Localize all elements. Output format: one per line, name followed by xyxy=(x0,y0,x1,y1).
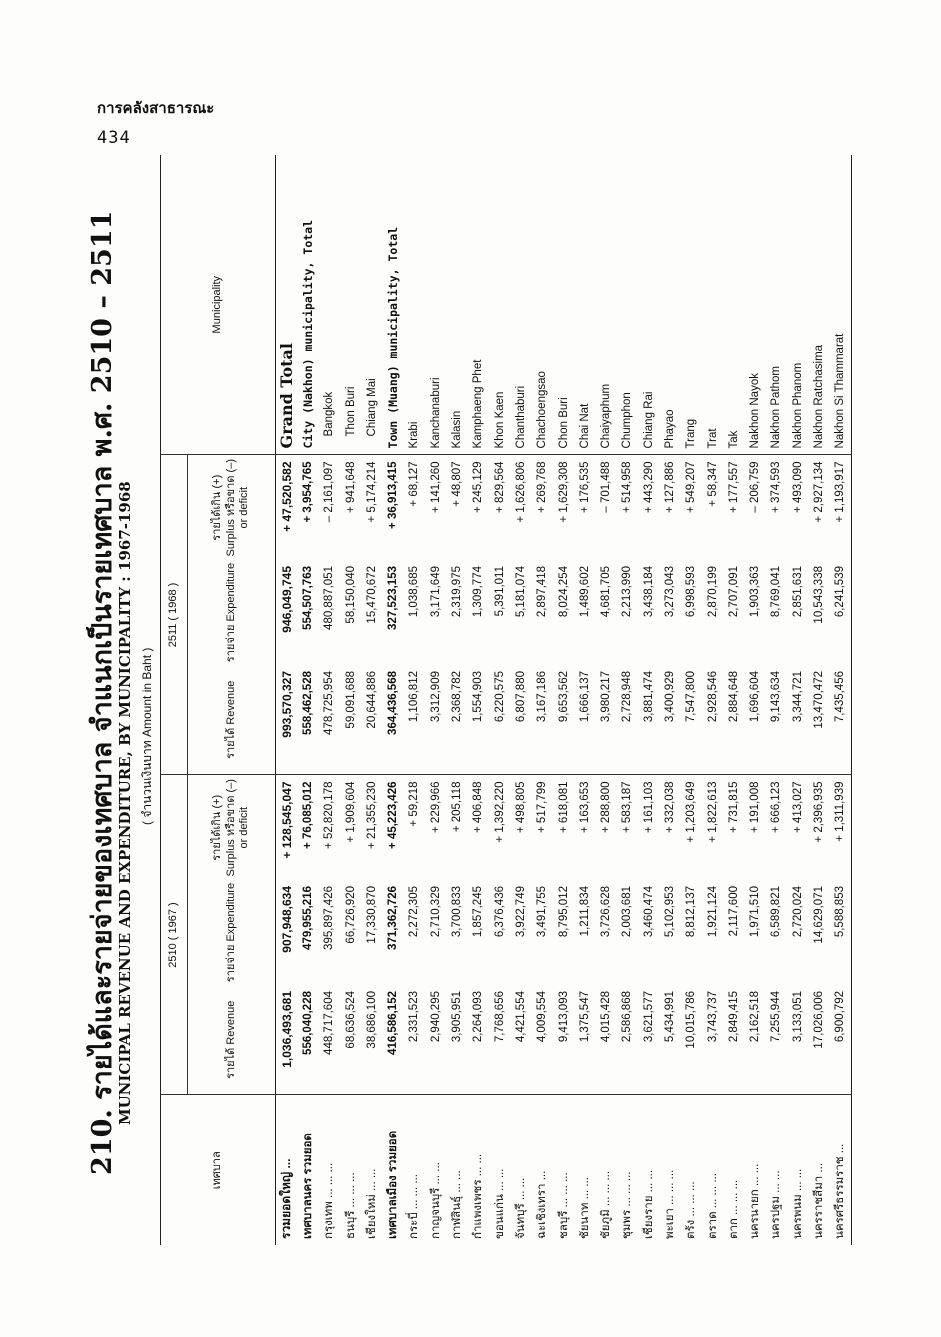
cell-thai-name: กระบี่ ... ... ... xyxy=(404,1095,425,1245)
cell-surplus-1968: + 514,958 xyxy=(617,455,638,560)
cell-english-name: Nakhon Nayok xyxy=(749,373,762,449)
cell-expenditure-1967: 1,921,124 xyxy=(706,886,719,938)
cell-english-name: Chumphon xyxy=(621,392,634,449)
cell-revenue-1968: 20,644,886 xyxy=(365,671,378,729)
cell-expenditure-1968: 2,897,418 xyxy=(536,566,549,618)
cell-english-name: Phayao xyxy=(663,409,676,449)
cell-revenue-1968: 364,436,568 xyxy=(387,671,400,735)
cell-thai-name: เชียงใหม่ ... ... xyxy=(361,1095,382,1245)
table-row xyxy=(340,155,361,1245)
cell-english-name: Trang xyxy=(685,418,698,449)
cell-revenue-1967: 1,375,547 xyxy=(578,991,591,1043)
cell-expenditure-1967: 395,897,426 xyxy=(323,886,336,950)
cell-surplus-1968: + 374,593 xyxy=(766,455,787,560)
cell-surplus-1968: + 127,886 xyxy=(659,455,680,560)
cell-surplus-1968: – 206,759 xyxy=(745,455,766,560)
cell-english-name: Nakhon Phanom xyxy=(791,362,804,449)
cell-expenditure-1968: 4,681,705 xyxy=(600,566,613,618)
cell-surplus-1968: – 701,488 xyxy=(595,455,616,560)
header-revenue-1967: รายได้ Revenue xyxy=(224,1000,237,1079)
cell-surplus-1967: + 1,311,939 xyxy=(830,775,852,880)
cell-revenue-1968: 3,312,909 xyxy=(429,671,442,723)
cell-expenditure-1967: 14,629,071 xyxy=(813,886,826,944)
running-header: การคลังสาธารณะ xyxy=(97,99,215,117)
cell-expenditure-1967: 3,460,474 xyxy=(642,886,655,938)
cell-revenue-1967: 4,015,428 xyxy=(600,991,613,1043)
cell-english-name: Kalasin xyxy=(451,410,464,449)
cell-surplus-1968: + 3,954,765 xyxy=(297,455,318,560)
cell-thai-name: นครราชสีมา ... xyxy=(808,1095,829,1245)
cell-surplus-1967: + 161,103 xyxy=(638,775,659,880)
cell-surplus-1968: + 1,626,806 xyxy=(510,455,531,560)
cell-expenditure-1968: 1,489,602 xyxy=(578,566,591,618)
cell-english-name: Town (Muang) municipality, Total xyxy=(386,226,401,449)
cell-thai-name: กรุงเทพ ... ... ... xyxy=(319,1095,340,1245)
cell-expenditure-1967: 3,922,749 xyxy=(514,886,527,938)
cell-revenue-1967: 416,586,152 xyxy=(387,991,400,1055)
cell-surplus-1967: + 21,355,230 xyxy=(361,775,382,880)
cell-surplus-1967: + 288,800 xyxy=(595,775,616,880)
cell-revenue-1968: 6,220,575 xyxy=(493,671,506,723)
cell-revenue-1968: 13,470,472 xyxy=(813,671,826,729)
cell-expenditure-1968: 2,851,631 xyxy=(791,566,804,618)
table-row xyxy=(510,155,531,1245)
cell-surplus-1968: + 58,347 xyxy=(702,455,723,560)
cell-revenue-1968: 2,884,648 xyxy=(727,671,740,723)
cell-revenue-1968: 2,928,546 xyxy=(706,671,719,723)
cell-surplus-1967: + 191,008 xyxy=(745,775,766,880)
cell-thai-name: ฉะเชิงเทรา ... xyxy=(532,1095,553,1245)
cell-thai-name: นครปฐม ... ... xyxy=(766,1095,787,1245)
cell-english-name: Chon Buri xyxy=(557,397,570,449)
cell-expenditure-1968: 6,241,539 xyxy=(830,560,852,665)
header-surplus-1967: รายได้เกิน (+) Surplus หรือขาด (–) or deficit xyxy=(188,775,276,880)
cell-expenditure-1968: 15,470,672 xyxy=(365,566,378,624)
cell-surplus-1967: + 1,203,649 xyxy=(681,775,702,880)
cell-surplus-1967: + 229,966 xyxy=(425,775,446,880)
cell-expenditure-1968: 3,171,649 xyxy=(429,566,442,618)
table-row xyxy=(382,155,403,1245)
cell-surplus-1968: + 269,768 xyxy=(532,455,553,560)
cell-english-name: Thon Buri xyxy=(344,386,357,437)
cell-surplus-1968: + 177,557 xyxy=(723,455,744,560)
cell-surplus-1968: + 1,193,917 xyxy=(830,455,852,560)
cell-thai-name: ชลบุรี ... ... ... xyxy=(553,1095,574,1245)
cell-surplus-1968: + 245,129 xyxy=(468,455,489,560)
page-number: 434 xyxy=(97,128,131,148)
cell-revenue-1968: 3,980,217 xyxy=(600,671,613,723)
table-row xyxy=(297,155,318,1245)
cell-expenditure-1967: 1,211,834 xyxy=(578,886,591,937)
cell-thai-name: พะเยา ... ... ... xyxy=(659,1095,680,1245)
cell-expenditure-1968: 327,523,153 xyxy=(387,566,400,630)
cell-surplus-1968: + 36,913,415 xyxy=(382,455,403,560)
cell-expenditure-1967: 3,726,628 xyxy=(600,886,613,938)
cell-english-name: Nakhon Pathom xyxy=(770,366,783,449)
cell-surplus-1967: + 618,081 xyxy=(553,775,574,880)
cell-expenditure-1967: 907,948,634 xyxy=(279,886,294,953)
cell-thai-name: ชัยภูมิ ... ... ... xyxy=(595,1095,616,1245)
cell-revenue-1968: 59,091,688 xyxy=(344,671,357,729)
cell-expenditure-1968: 1,038,685 xyxy=(408,566,421,618)
cell-surplus-1968: + 549,207 xyxy=(681,455,702,560)
cell-thai-name: นครศรีธรรมราช ... xyxy=(830,1095,852,1245)
cell-expenditure-1967: 5,588,853 xyxy=(830,880,852,985)
cell-surplus-1967: + 583,187 xyxy=(617,775,638,880)
cell-thai-name: ตราด ... ... ... xyxy=(702,1095,723,1245)
table-row xyxy=(446,155,467,1245)
table-row xyxy=(361,155,382,1245)
cell-thai-name: กาฬสินธุ์ ... ... xyxy=(446,1095,467,1245)
cell-revenue-1968: 3,881,474 xyxy=(642,671,655,723)
cell-revenue-1967: 7,768,656 xyxy=(493,991,506,1043)
cell-surplus-1968: + 5,174,214 xyxy=(361,455,382,560)
cell-thai-name: ชัยนาท ... ... xyxy=(574,1095,595,1245)
cell-expenditure-1967: 3,491,755 xyxy=(536,886,549,938)
header-expenditure-1967: รายจ่าย Expenditure xyxy=(224,882,237,983)
cell-surplus-1967: + 1,822,613 xyxy=(702,775,723,880)
cell-revenue-1968: 9,653,562 xyxy=(557,671,570,723)
cell-expenditure-1967: 2,117,600 xyxy=(727,886,740,937)
cell-thai-name: ธนบุรี ... ... ... xyxy=(340,1095,361,1245)
cell-expenditure-1967: 479,955,216 xyxy=(301,886,314,950)
cell-revenue-1967: 6,900,792 xyxy=(830,985,852,1095)
cell-english-name: Chachoengsao xyxy=(536,371,549,449)
cell-revenue-1968: 7,435,456 xyxy=(830,665,852,775)
cell-english-name: City (Nakhon) municipality, Total xyxy=(300,219,315,449)
cell-revenue-1968: 9,143,634 xyxy=(770,671,783,723)
cell-revenue-1967: 10,015,786 xyxy=(685,991,698,1049)
cell-revenue-1968: 1,106,812 xyxy=(408,671,421,723)
table-row xyxy=(319,155,340,1245)
cell-surplus-1968: + 2,927,134 xyxy=(808,455,829,560)
cell-expenditure-1967: 2,720,024 xyxy=(791,886,804,938)
cell-revenue-1967: 2,586,868 xyxy=(621,991,634,1043)
cell-thai-name: รวมยอดใหญ่ ... xyxy=(276,1095,298,1245)
cell-expenditure-1967: 8,795,012 xyxy=(557,886,570,938)
cell-surplus-1967: + 1,392,220 xyxy=(489,775,510,880)
table-row xyxy=(553,155,574,1245)
cell-revenue-1968: 2,728,948 xyxy=(621,671,634,723)
table-row xyxy=(617,155,638,1245)
cell-expenditure-1968: 1,309,774 xyxy=(472,566,485,618)
header-thai-municipality: เทศบาล xyxy=(161,1095,276,1245)
cell-revenue-1968: 2,368,782 xyxy=(451,671,464,723)
cell-surplus-1967: + 59,218 xyxy=(404,775,425,880)
cell-surplus-1968: + 829,564 xyxy=(489,455,510,560)
cell-expenditure-1968: 2,213,990 xyxy=(621,566,634,618)
cell-revenue-1967: 3,133,051 xyxy=(791,991,804,1043)
cell-english-name: Kanchanaburi xyxy=(429,377,442,449)
cell-revenue-1967: 4,009,554 xyxy=(536,991,549,1043)
table-row xyxy=(638,155,659,1245)
cell-expenditure-1968: 10,543,338 xyxy=(813,566,826,624)
cell-english-name: Kamphaeng Phet xyxy=(472,359,485,449)
cell-thai-name: กาญจนบุรี ... ... xyxy=(425,1095,446,1245)
cell-expenditure-1967: 3,700,833 xyxy=(451,886,464,938)
cell-thai-name: เชียงราย ... ... xyxy=(638,1095,659,1245)
cell-expenditure-1967: 2,272,305 xyxy=(408,886,421,938)
cell-surplus-1967: + 205,118 xyxy=(446,775,467,880)
cell-surplus-1968: + 941,648 xyxy=(340,455,361,560)
cell-expenditure-1967: 371,362,726 xyxy=(387,886,400,950)
cell-expenditure-1967: 17,330,870 xyxy=(365,886,378,944)
table-row xyxy=(574,155,595,1245)
table-row xyxy=(659,155,680,1245)
table-row xyxy=(702,155,723,1245)
cell-surplus-1968: + 141,260 xyxy=(425,455,446,560)
cell-revenue-1968: 3,167,186 xyxy=(536,671,549,723)
cell-surplus-1967: + 666,123 xyxy=(766,775,787,880)
cell-expenditure-1968: 8,024,254 xyxy=(557,566,570,618)
cell-surplus-1967: + 163,653 xyxy=(574,775,595,880)
cell-thai-name: เทศบาลนคร รวมยอด xyxy=(297,1095,318,1245)
cell-revenue-1968: 558,462,528 xyxy=(301,671,314,735)
cell-revenue-1967: 448,717,604 xyxy=(323,991,336,1055)
cell-expenditure-1967: 1,857,245 xyxy=(472,886,485,938)
cell-revenue-1967: 5,434,991 xyxy=(663,991,676,1043)
cell-expenditure-1968: 2,870,199 xyxy=(706,566,719,618)
cell-surplus-1967: + 517,799 xyxy=(532,775,553,880)
cell-expenditure-1967: 8,812,137 xyxy=(685,886,698,938)
cell-english-name: Nakhon Ratchasima xyxy=(813,344,826,449)
cell-surplus-1967: + 128,545,047 xyxy=(276,775,298,880)
cell-thai-name: ตาก ... ... ... xyxy=(723,1095,744,1245)
cell-surplus-1968: + 176,535 xyxy=(574,455,595,560)
cell-surplus-1967: + 413,027 xyxy=(787,775,808,880)
cell-thai-name: นครนายก ... ... xyxy=(745,1095,766,1245)
table-row xyxy=(830,155,852,1245)
cell-surplus-1967: + 731,815 xyxy=(723,775,744,880)
table-row xyxy=(745,155,766,1245)
header-municipality: Municipality xyxy=(211,275,224,334)
table-row xyxy=(808,155,829,1245)
cell-revenue-1967: 2,162,518 xyxy=(749,991,762,1043)
cell-revenue-1967: 3,905,951 xyxy=(451,991,464,1043)
cell-revenue-1967: 2,940,295 xyxy=(429,991,442,1043)
table-row xyxy=(276,155,298,1245)
cell-revenue-1967: 2,849,415 xyxy=(727,991,740,1043)
cell-revenue-1967: 2,264,093 xyxy=(472,991,485,1043)
cell-surplus-1967: + 45,223,426 xyxy=(382,775,403,880)
cell-expenditure-1968: 480,887,051 xyxy=(323,566,336,630)
table-row xyxy=(681,155,702,1245)
cell-surplus-1967: + 332,038 xyxy=(659,775,680,880)
table-row xyxy=(532,155,553,1245)
cell-revenue-1968: 1,554,903 xyxy=(472,671,485,723)
cell-english-name: Chanthaburi xyxy=(514,385,527,449)
cell-surplus-1967: + 406,848 xyxy=(468,775,489,880)
cell-thai-name: กำแพงเพชร ... ... xyxy=(468,1095,489,1245)
cell-revenue-1967: 17,026,006 xyxy=(813,991,826,1049)
cell-surplus-1967: + 1,909,604 xyxy=(340,775,361,880)
cell-revenue-1968: 1,666,137 xyxy=(578,671,591,723)
table-row xyxy=(468,155,489,1245)
cell-english-name: Nakhon Si Thammarat xyxy=(830,155,852,455)
table-title-thai: 210. รายได้และรายจ่ายของเทศบาล จำแนกเป็นรายเทศบาล พ.ศ. 2510 – 2511 xyxy=(87,210,118,1175)
header-year-1968: 2511 ( 1968 ) xyxy=(161,455,188,775)
cell-thai-name: เทศบาลเมือง รวมยอด xyxy=(382,1095,403,1245)
cell-revenue-1968: 6,807,880 xyxy=(514,671,527,723)
cell-english-name: Chaiyaphum xyxy=(600,383,613,449)
cell-revenue-1968: 3,400,929 xyxy=(663,671,676,723)
cell-surplus-1968: – 2,161,097 xyxy=(319,455,340,560)
cell-expenditure-1968: 8,769,041 xyxy=(770,566,783,618)
cell-revenue-1967: 3,621,577 xyxy=(642,991,655,1043)
cell-expenditure-1967: 6,376,436 xyxy=(493,886,506,938)
cell-english-name: Grand Total xyxy=(277,343,297,449)
cell-revenue-1967: 2,331,523 xyxy=(408,991,421,1043)
cell-revenue-1968: 993,570,327 xyxy=(279,671,294,738)
cell-thai-name: ชุมพร ... ... ... xyxy=(617,1095,638,1245)
cell-expenditure-1968: 5,391,011 xyxy=(493,566,506,617)
cell-revenue-1967: 4,421,554 xyxy=(514,991,527,1043)
cell-surplus-1968: + 1,629,308 xyxy=(553,455,574,560)
cell-expenditure-1968: 2,319,975 xyxy=(451,566,464,618)
cell-english-name: Khon Kaen xyxy=(493,391,506,449)
cell-expenditure-1967: 2,710,329 xyxy=(429,886,442,938)
cell-expenditure-1968: 58,150,040 xyxy=(344,566,357,624)
cell-surplus-1968: + 68,127 xyxy=(404,455,425,560)
cell-thai-name: ขอนแก่น ... ... xyxy=(489,1095,510,1245)
cell-english-name: Krabi xyxy=(408,421,421,449)
header-surplus-1968: รายได้เกิน (+) Surplus หรือขาด (–) or deficit xyxy=(188,455,276,560)
header-expenditure-1968: รายจ่าย Expenditure xyxy=(224,562,237,663)
cell-surplus-1968: + 47,520,582 xyxy=(276,455,298,560)
cell-english-name: Trat xyxy=(706,428,719,449)
cell-expenditure-1968: 554,507,763 xyxy=(301,566,314,630)
table-row xyxy=(489,155,510,1245)
statistics-table xyxy=(160,155,852,1245)
cell-expenditure-1967: 5,102,953 xyxy=(663,886,676,938)
cell-revenue-1967: 1,036,493,681 xyxy=(279,991,294,1068)
cell-english-name: Bangkok xyxy=(323,391,336,437)
table-row xyxy=(404,155,425,1245)
cell-english-name: Tak xyxy=(727,430,740,449)
cell-expenditure-1967: 2,003,681 xyxy=(621,886,634,938)
rotated-table-block xyxy=(80,155,880,1245)
cell-revenue-1967: 9,413,093 xyxy=(557,991,570,1043)
cell-english-name: Chiang Rai xyxy=(642,391,655,449)
cell-expenditure-1968: 6,998,593 xyxy=(685,566,698,618)
table-row xyxy=(723,155,744,1245)
header-revenue-1968: รายได้ Revenue xyxy=(224,680,237,759)
cell-expenditure-1968: 5,181,074 xyxy=(514,566,527,618)
cell-surplus-1968: + 48,807 xyxy=(446,455,467,560)
cell-revenue-1967: 38,686,100 xyxy=(365,991,378,1049)
table-row xyxy=(787,155,808,1245)
cell-revenue-1967: 3,743,737 xyxy=(706,991,719,1043)
cell-expenditure-1968: 1,903,363 xyxy=(749,566,762,618)
cell-revenue-1968: 7,547,800 xyxy=(685,671,698,723)
cell-surplus-1967: + 2,396,935 xyxy=(808,775,829,880)
cell-surplus-1968: + 443,290 xyxy=(638,455,659,560)
cell-expenditure-1967: 66,726,920 xyxy=(344,886,357,944)
cell-surplus-1968: + 493,090 xyxy=(787,455,808,560)
cell-revenue-1968: 1,696,604 xyxy=(749,671,762,723)
cell-thai-name: นครพนม ... ... xyxy=(787,1095,808,1245)
table-row xyxy=(595,155,616,1245)
cell-expenditure-1968: 2,707,091 xyxy=(727,566,740,618)
cell-revenue-1968: 3,344,721 xyxy=(791,671,804,723)
cell-revenue-1967: 7,255,944 xyxy=(770,991,783,1043)
cell-revenue-1967: 556,040,228 xyxy=(301,991,314,1055)
cell-thai-name: จันทบุรี ... ... xyxy=(510,1095,531,1245)
cell-expenditure-1968: 3,438,184 xyxy=(642,566,655,618)
cell-thai-name: ตรัง ... ... ... xyxy=(681,1095,702,1245)
cell-revenue-1968: 478,725,954 xyxy=(323,671,336,735)
cell-expenditure-1968: 3,273,043 xyxy=(663,566,676,618)
cell-english-name: Chiang Mai xyxy=(365,378,378,437)
cell-english-name: Chai Nat xyxy=(578,403,591,449)
cell-expenditure-1968: 946,049,745 xyxy=(279,566,294,633)
cell-revenue-1967: 68,636,524 xyxy=(344,991,357,1049)
header-year-1967: 2510 ( 1967 ) xyxy=(161,775,188,1095)
table-unit-note: ( จำนวนเงินบาท Amount in Baht ) xyxy=(140,647,154,825)
table-row xyxy=(766,155,787,1245)
cell-surplus-1967: + 498,805 xyxy=(510,775,531,880)
table-title-english: MUNICIPAL REVENUE AND EXPENDITURE, BY MUNICIPALITY : 1967-1968 xyxy=(116,481,134,1125)
cell-expenditure-1967: 1,971,510 xyxy=(749,886,762,938)
cell-expenditure-1967: 6,589,821 xyxy=(770,886,783,938)
table-row xyxy=(425,155,446,1245)
cell-surplus-1967: + 76,085,012 xyxy=(297,775,318,880)
cell-surplus-1967: + 52,820,178 xyxy=(319,775,340,880)
